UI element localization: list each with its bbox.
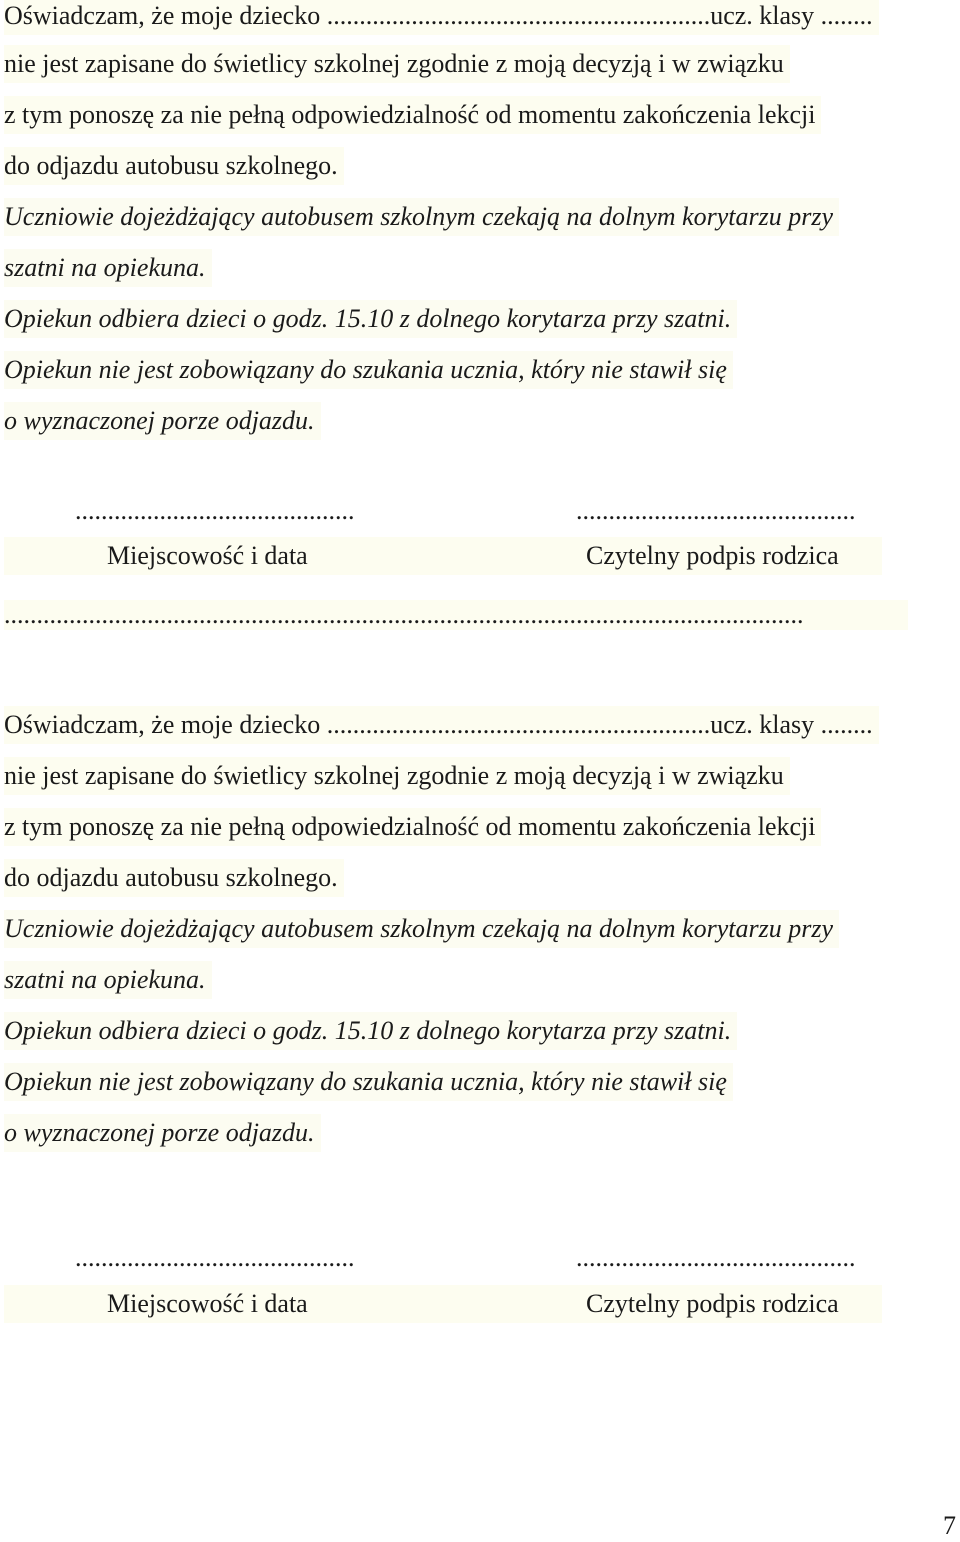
- statement-line: Oświadczam, że moje dziecko ...........................................................ucz. klasy ........: [4, 0, 879, 35]
- statement-line: nie jest zapisane do świetlicy szkolnej zgodnie z moją decyzją i w związku: [4, 45, 790, 83]
- rule-line: Opiekun odbiera dzieci o godz. 15.10 z dolnego korytarza przy szatni.: [4, 1012, 737, 1050]
- statement-line: Oświadczam, że moje dziecko ...........................................................ucz. klasy ........: [4, 706, 879, 744]
- statement-line: z tym ponoszę za nie pełną odpowiedzialność od momentu zakończenia lekcji: [4, 96, 821, 134]
- parent-signature-label: Czytelny podpis rodzica: [586, 541, 839, 570]
- parent-signature-label: Czytelny podpis rodzica: [586, 1289, 839, 1318]
- place-date-dots: ...........................................: [75, 496, 355, 525]
- signature-row: [4, 1285, 882, 1323]
- statement-line: z tym ponoszę za nie pełną odpowiedzialność od momentu zakończenia lekcji: [4, 808, 821, 846]
- rule-line: szatni na opiekuna.: [4, 961, 212, 999]
- rule-line: Uczniowie dojeżdżający autobusem szkolnym czekają na dolnym korytarzu przy: [4, 910, 839, 948]
- statement-line: do odjazdu autobusu szkolnego.: [4, 859, 344, 897]
- place-date-dots: ...........................................: [75, 1243, 355, 1272]
- rule-line: Opiekun nie jest zobowiązany do szukania ucznia, który nie stawił się: [4, 1063, 733, 1101]
- cut-line: ...........................................................................................................................: [4, 600, 908, 630]
- place-date-label: Miejscowość i data: [107, 1289, 308, 1318]
- place-date-label: Miejscowość i data: [107, 541, 308, 570]
- rule-line: Opiekun nie jest zobowiązany do szukania ucznia, który nie stawił się: [4, 351, 733, 389]
- statement-line: do odjazdu autobusu szkolnego.: [4, 147, 344, 185]
- page-number: 7: [943, 1511, 956, 1540]
- rule-line: o wyznaczonej porze odjazdu.: [4, 402, 321, 440]
- signature-row: [4, 537, 882, 575]
- rule-line: szatni na opiekuna.: [4, 249, 212, 287]
- parent-signature-dots: ...........................................: [576, 496, 856, 525]
- rule-line: o wyznaczonej porze odjazdu.: [4, 1114, 321, 1152]
- statement-line: nie jest zapisane do świetlicy szkolnej zgodnie z moją decyzją i w związku: [4, 757, 790, 795]
- parent-signature-dots: ...........................................: [576, 1243, 856, 1272]
- rule-line: Opiekun odbiera dzieci o godz. 15.10 z dolnego korytarza przy szatni.: [4, 300, 737, 338]
- rule-line: Uczniowie dojeżdżający autobusem szkolnym czekają na dolnym korytarzu przy: [4, 198, 839, 236]
